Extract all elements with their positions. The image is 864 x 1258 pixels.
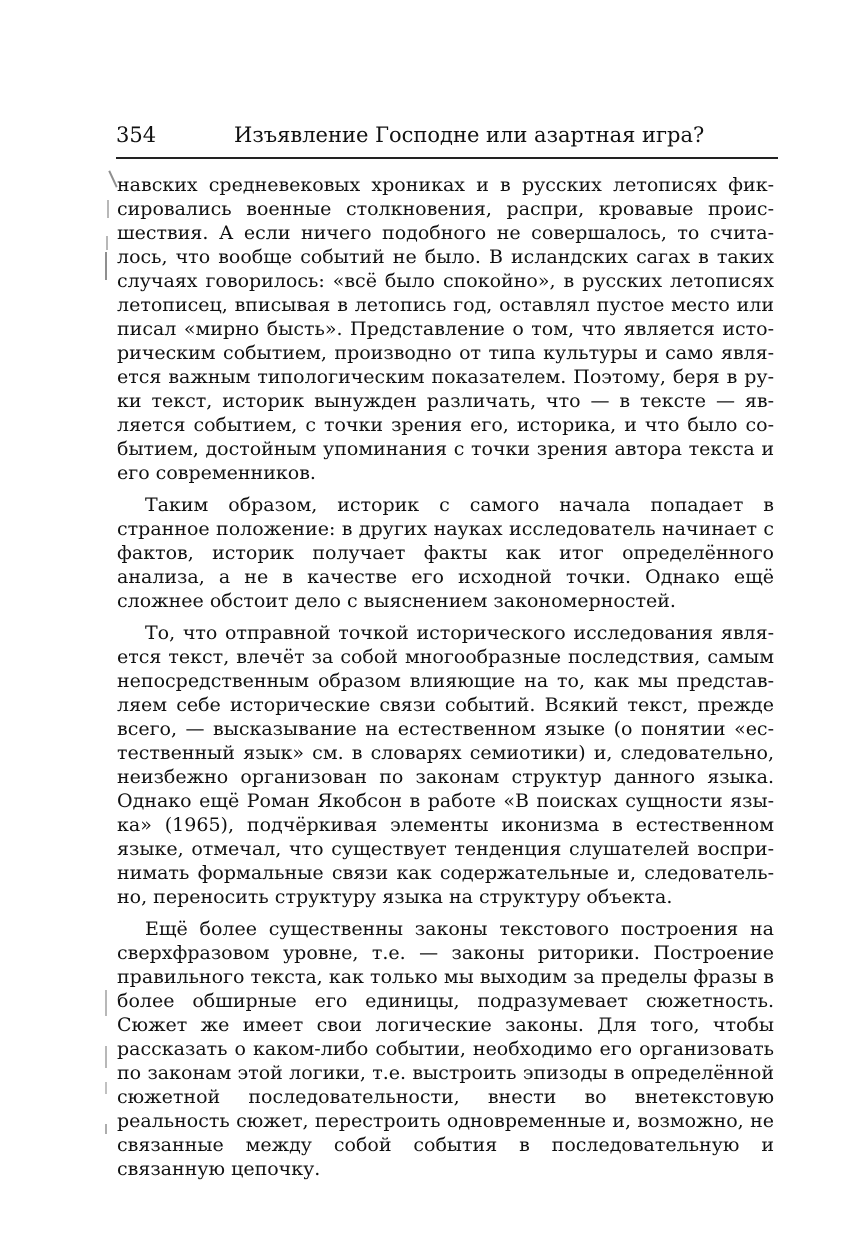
margin-pencil-mark [106,236,108,250]
header-rule [116,157,778,159]
paragraph-continued: навских средневековых хрониках и в русских летописях фиксировались военные столкновения, распри, кровавые происшествия. А если ничего подобного не совершалось, то считалось, что вообще событий не было. В исландских сагах в таких случаях говорилось: «всё было спокойно», в русских летописях летописец, вписывая в летопись год, оставлял пустое место или писал «мирно бысть». Представление о том, что является историческим событием, производно от типа культуры и само является важным типологическим показателем. Поэтому, беря в руки текст, историк вынужден различать, что — в тексте — является событием, с точки зрения его, историка, и что было событием, достойным упоминания с точки зрения автора текста и его современников. [117,174,774,484]
margin-pencil-mark [105,252,107,280]
margin-pencil-mark [105,1124,107,1134]
margin-pencil-mark [105,990,107,1016]
page-number: 354 [116,123,157,147]
margin-pencil-mark [105,1082,107,1094]
paragraph: Ещё более существенны законы текстового построения на сверхфразовом уровне, т.е. — законы риторики. Построение правильного текста, как только мы выходим за пределы фразы в более обширные его единицы, подразумевает сюжетность. Сюжет же имеет свои логические законы. Для того, чтобы рассказать о каком-либо событии, необходимо его организовать по законам этой логики, т.е. выстроить эпизоды в определённой сюжетной последовательности, внести во внетекстовую реальность сюжет, перестроить одновременные и, возможно, не связанные между собой события в последовательную и связанную цепочку. [117,918,774,1180]
body-text [117,173,774,1189]
page-header [116,117,778,153]
margin-pencil-mark [107,200,109,218]
margin-pencil-mark [105,1046,107,1068]
paragraph: Таким образом, историк с самого начала попадает в странное положение: в других науках исследователь начинает с фактов, историк получает факты как итог определённого анализа, а не в качестве его исходной точки. Однако ещё сложнее обстоит дело с выяснением закономерностей. [117,494,774,612]
paragraph: То, что отправной точкой исторического исследования является текст, влечёт за собой многообразные последствия, самым непосредственным образом влияющие на то, как мы представляем себе исторические связи событий. Всякий текст, прежде всего, — высказывание на естественном языке (о понятии «естественный язык» см. в словарях семиотики) и, следовательно, неизбежно организован по законам структур данного языка. Однако ещё Роман Якобсон в работе «В поисках сущности языка» (1965), подчёркивая элементы иконизма в естественном языке, отмечал, что существует тенденция слушателей воспринимать формальные связи как содержательные и, следовательно, переносить структуру языка на структуру объекта. [117,622,774,908]
running-title: Изъявление Господне или азартная игра? [234,123,705,147]
